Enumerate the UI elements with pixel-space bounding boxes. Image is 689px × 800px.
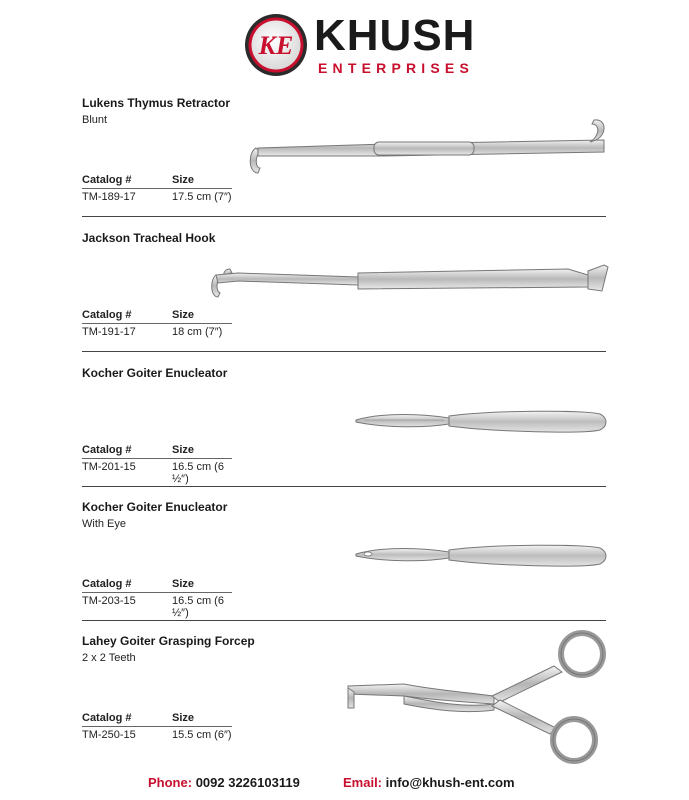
contact-footer <box>0 775 689 793</box>
section-divider <box>82 216 606 217</box>
size-label: Size <box>172 309 195 321</box>
phone-label: Phone: <box>148 775 193 790</box>
spec-table <box>82 444 232 485</box>
size-value: 16.5 cm (6 ½″) <box>172 595 224 619</box>
product-title: Kocher Goiter Enucleator <box>82 500 228 514</box>
catalog-label: Catalog # <box>82 712 132 724</box>
size-label: Size <box>172 444 195 456</box>
size-value: 16.5 cm (6 ½″) <box>172 461 224 485</box>
product-title: Lahey Goiter Grasping Forcep <box>82 634 255 648</box>
phone-contact <box>148 775 300 790</box>
catalog-label: Catalog # <box>82 444 132 456</box>
section-divider <box>82 351 606 352</box>
email-contact <box>343 775 515 790</box>
enucleator-image <box>354 408 608 434</box>
brand-name: KHUSH <box>314 11 476 60</box>
product-subtitle: Blunt <box>82 114 108 126</box>
product-subtitle: With Eye <box>82 518 127 530</box>
size-value: 18 cm (7″) <box>172 326 223 338</box>
product-title: Lukens Thymus Retractor <box>82 96 231 110</box>
size-value: 15.5 cm (6″) <box>172 729 232 741</box>
enucleator-with-eye-image <box>354 542 608 568</box>
spec-table <box>82 174 232 204</box>
size-label: Size <box>172 174 195 186</box>
phone-number[interactable]: 0092 3226103119 <box>195 775 300 790</box>
catalog-label: Catalog # <box>82 578 132 590</box>
tracheal-hook-image <box>208 261 610 307</box>
retractor-image <box>244 116 610 180</box>
catalog-number: TM-201-15 <box>82 461 136 473</box>
product-title: Jackson Tracheal Hook <box>82 231 216 245</box>
brand-subtitle: ENTERPRISES <box>318 60 474 76</box>
catalog-number: TM-250-15 <box>82 729 136 741</box>
email-label: Email: <box>343 775 383 790</box>
catalog-label: Catalog # <box>82 309 132 321</box>
product-title: Kocher Goiter Enucleator <box>82 366 228 380</box>
catalog-number: TM-191-17 <box>82 326 136 338</box>
email-address[interactable]: info@khush-ent.com <box>385 775 515 790</box>
catalog-number: TM-203-15 <box>82 595 136 607</box>
spec-table <box>82 309 232 339</box>
brand-mark: KE <box>258 31 294 60</box>
section-divider <box>82 620 606 621</box>
size-label: Size <box>172 712 195 724</box>
catalog-label: Catalog # <box>82 174 132 186</box>
forcep-image <box>344 630 608 764</box>
catalog-number: TM-189-17 <box>82 191 136 203</box>
header <box>0 10 689 80</box>
section-divider <box>82 486 606 487</box>
size-value: 17.5 cm (7″) <box>172 191 232 203</box>
brand-logo-icon <box>243 12 309 78</box>
spec-table <box>82 578 232 619</box>
product-subtitle: 2 x 2 Teeth <box>82 652 136 664</box>
size-label: Size <box>172 578 195 590</box>
spec-table <box>82 712 232 742</box>
